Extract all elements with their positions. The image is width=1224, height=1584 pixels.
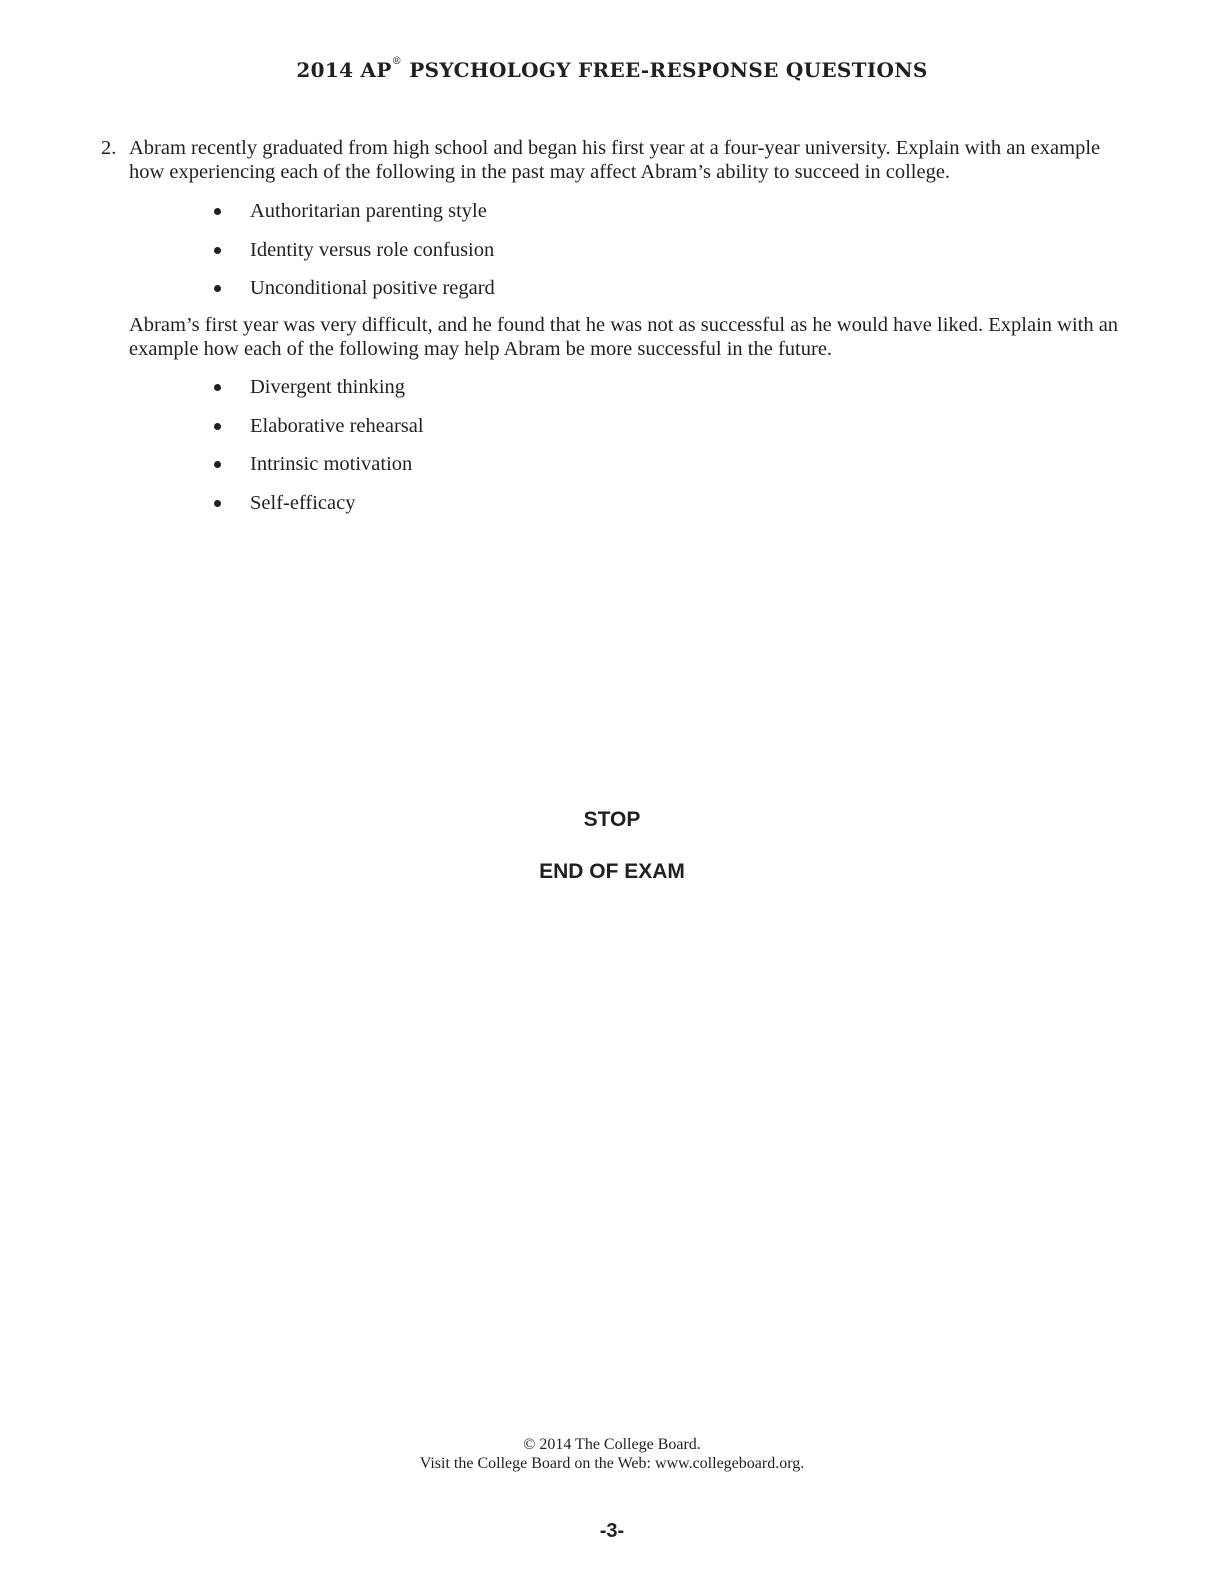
list-item-text: Divergent thinking: [250, 376, 406, 398]
bullet-icon: [214, 208, 221, 215]
bullet-icon: [214, 247, 221, 254]
list-item-text: Self-efficacy: [250, 492, 356, 514]
header-title-prefix: 2014 AP: [296, 58, 392, 82]
copyright-notice: © 2014 The College Board.: [523, 1436, 701, 1453]
list-item-text: Elaborative rehearsal: [250, 415, 424, 437]
bullet-icon: [214, 500, 221, 507]
list-item-text: Identity versus role confusion: [250, 239, 495, 261]
bullet-icon: [214, 461, 221, 468]
question-intro: Abram recently graduated from high school and began his first year at a four-year university. Explain with an example how experiencing each of the following in the past may affect Abram’s ability to succeed in college.: [129, 137, 1101, 183]
header-title-suffix: PSYCHOLOGY FREE-RESPONSE QUESTIONS: [402, 58, 928, 82]
question-number: 2.: [101, 137, 117, 159]
bullet-icon: [214, 285, 221, 292]
registered-mark: ®: [391, 56, 403, 67]
question-followup: Abram’s first year was very difficult, and he found that he was not as successful as he would have liked. Explain with an example how each of the following may help Abram be more successful in the future.: [129, 314, 1119, 360]
bullet-icon: [214, 423, 221, 430]
list-item-text: Authoritarian parenting style: [250, 200, 487, 222]
bullet-icon: [214, 384, 221, 391]
list-item-text: Intrinsic motivation: [250, 453, 413, 475]
website-notice: Visit the College Board on the Web: www.collegeboard.org.: [419, 1455, 805, 1472]
end-of-exam-label: END OF EXAM: [539, 860, 685, 883]
page-number: -3-: [599, 1520, 625, 1542]
list-item-text: Unconditional positive regard: [250, 277, 495, 299]
page-header: [0, 58, 1224, 82]
stop-label: STOP: [583, 808, 641, 831]
